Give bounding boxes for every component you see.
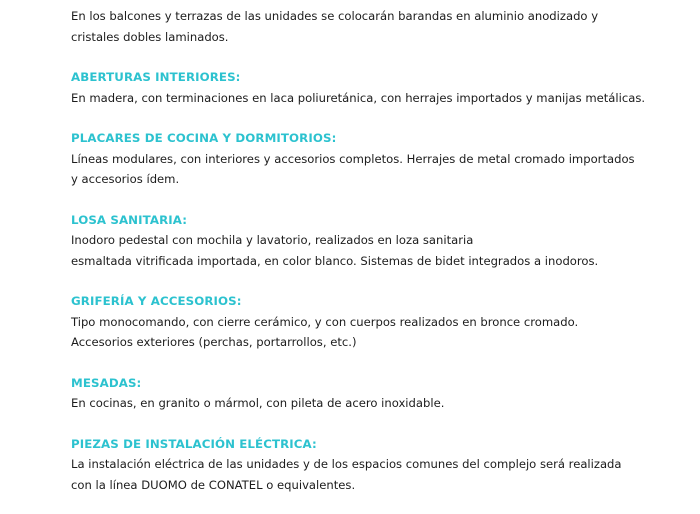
text-line: cristales dobles laminados. — [71, 29, 229, 44]
section-instalacion-electrica — [71, 434, 681, 496]
text-line: Líneas modulares, con interiores y accesorios completos. Herrajes de metal cromado importados — [71, 151, 635, 166]
section-paragraph — [71, 230, 681, 271]
section-aberturas-interiores — [71, 67, 681, 108]
specifications-document — [71, 6, 681, 495]
section-heading: PIEZAS DE INSTALACIÓN ELÉCTRICA: — [71, 436, 317, 451]
text-line: La instalación eléctrica de las unidades y de los espacios comunes del complejo será realizada — [71, 457, 622, 471]
section-mesadas — [71, 373, 681, 414]
text-line: esmaltada vitrificada importada, en color blanco. Sistemas de bidet integrados a inodoros. — [71, 253, 599, 268]
text-line: En los balcones y terrazas de las unidades se colocarán barandas en aluminio anodizado y — [71, 9, 599, 23]
section-placares — [71, 128, 681, 190]
section-heading: MESADAS: — [71, 375, 142, 390]
section-paragraph — [71, 312, 681, 353]
text-line: Accesorios exteriores (perchas, portarrollos, etc.) — [71, 335, 357, 349]
section-paragraph — [71, 393, 681, 414]
section-heading: LOSA SANITARIA: — [71, 212, 188, 227]
section-paragraph — [71, 149, 681, 190]
section-paragraph — [71, 88, 681, 109]
section-heading: PLACARES DE COCINA Y DORMITORIOS: — [71, 131, 337, 145]
text-line: En cocinas, en granito o mármol, con pileta de acero inoxidable. — [71, 396, 445, 410]
section-paragraph — [71, 454, 681, 495]
section-heading: GRIFERÍA Y ACCESORIOS: — [71, 294, 242, 308]
text-line: Tipo monocomando, con cierre cerámico, y con cuerpos realizados en bronce cromado. — [71, 314, 579, 329]
section-heading: ABERTURAS INTERIORES: — [71, 70, 241, 84]
section-griferia — [71, 291, 681, 353]
text-line: Inodoro pedestal con mochila y lavatorio, realizados en loza sanitaria — [71, 233, 474, 247]
text-line: y accesorios ídem. — [71, 172, 180, 186]
text-line: En madera, con terminaciones en laca poliuretánica, con herrajes importados y manijas metálicas. — [71, 90, 646, 105]
section-losa-sanitaria — [71, 210, 681, 272]
intro-paragraph — [71, 6, 681, 47]
text-line: con la línea DUOMO de CONATEL o equivalentes. — [71, 477, 356, 492]
